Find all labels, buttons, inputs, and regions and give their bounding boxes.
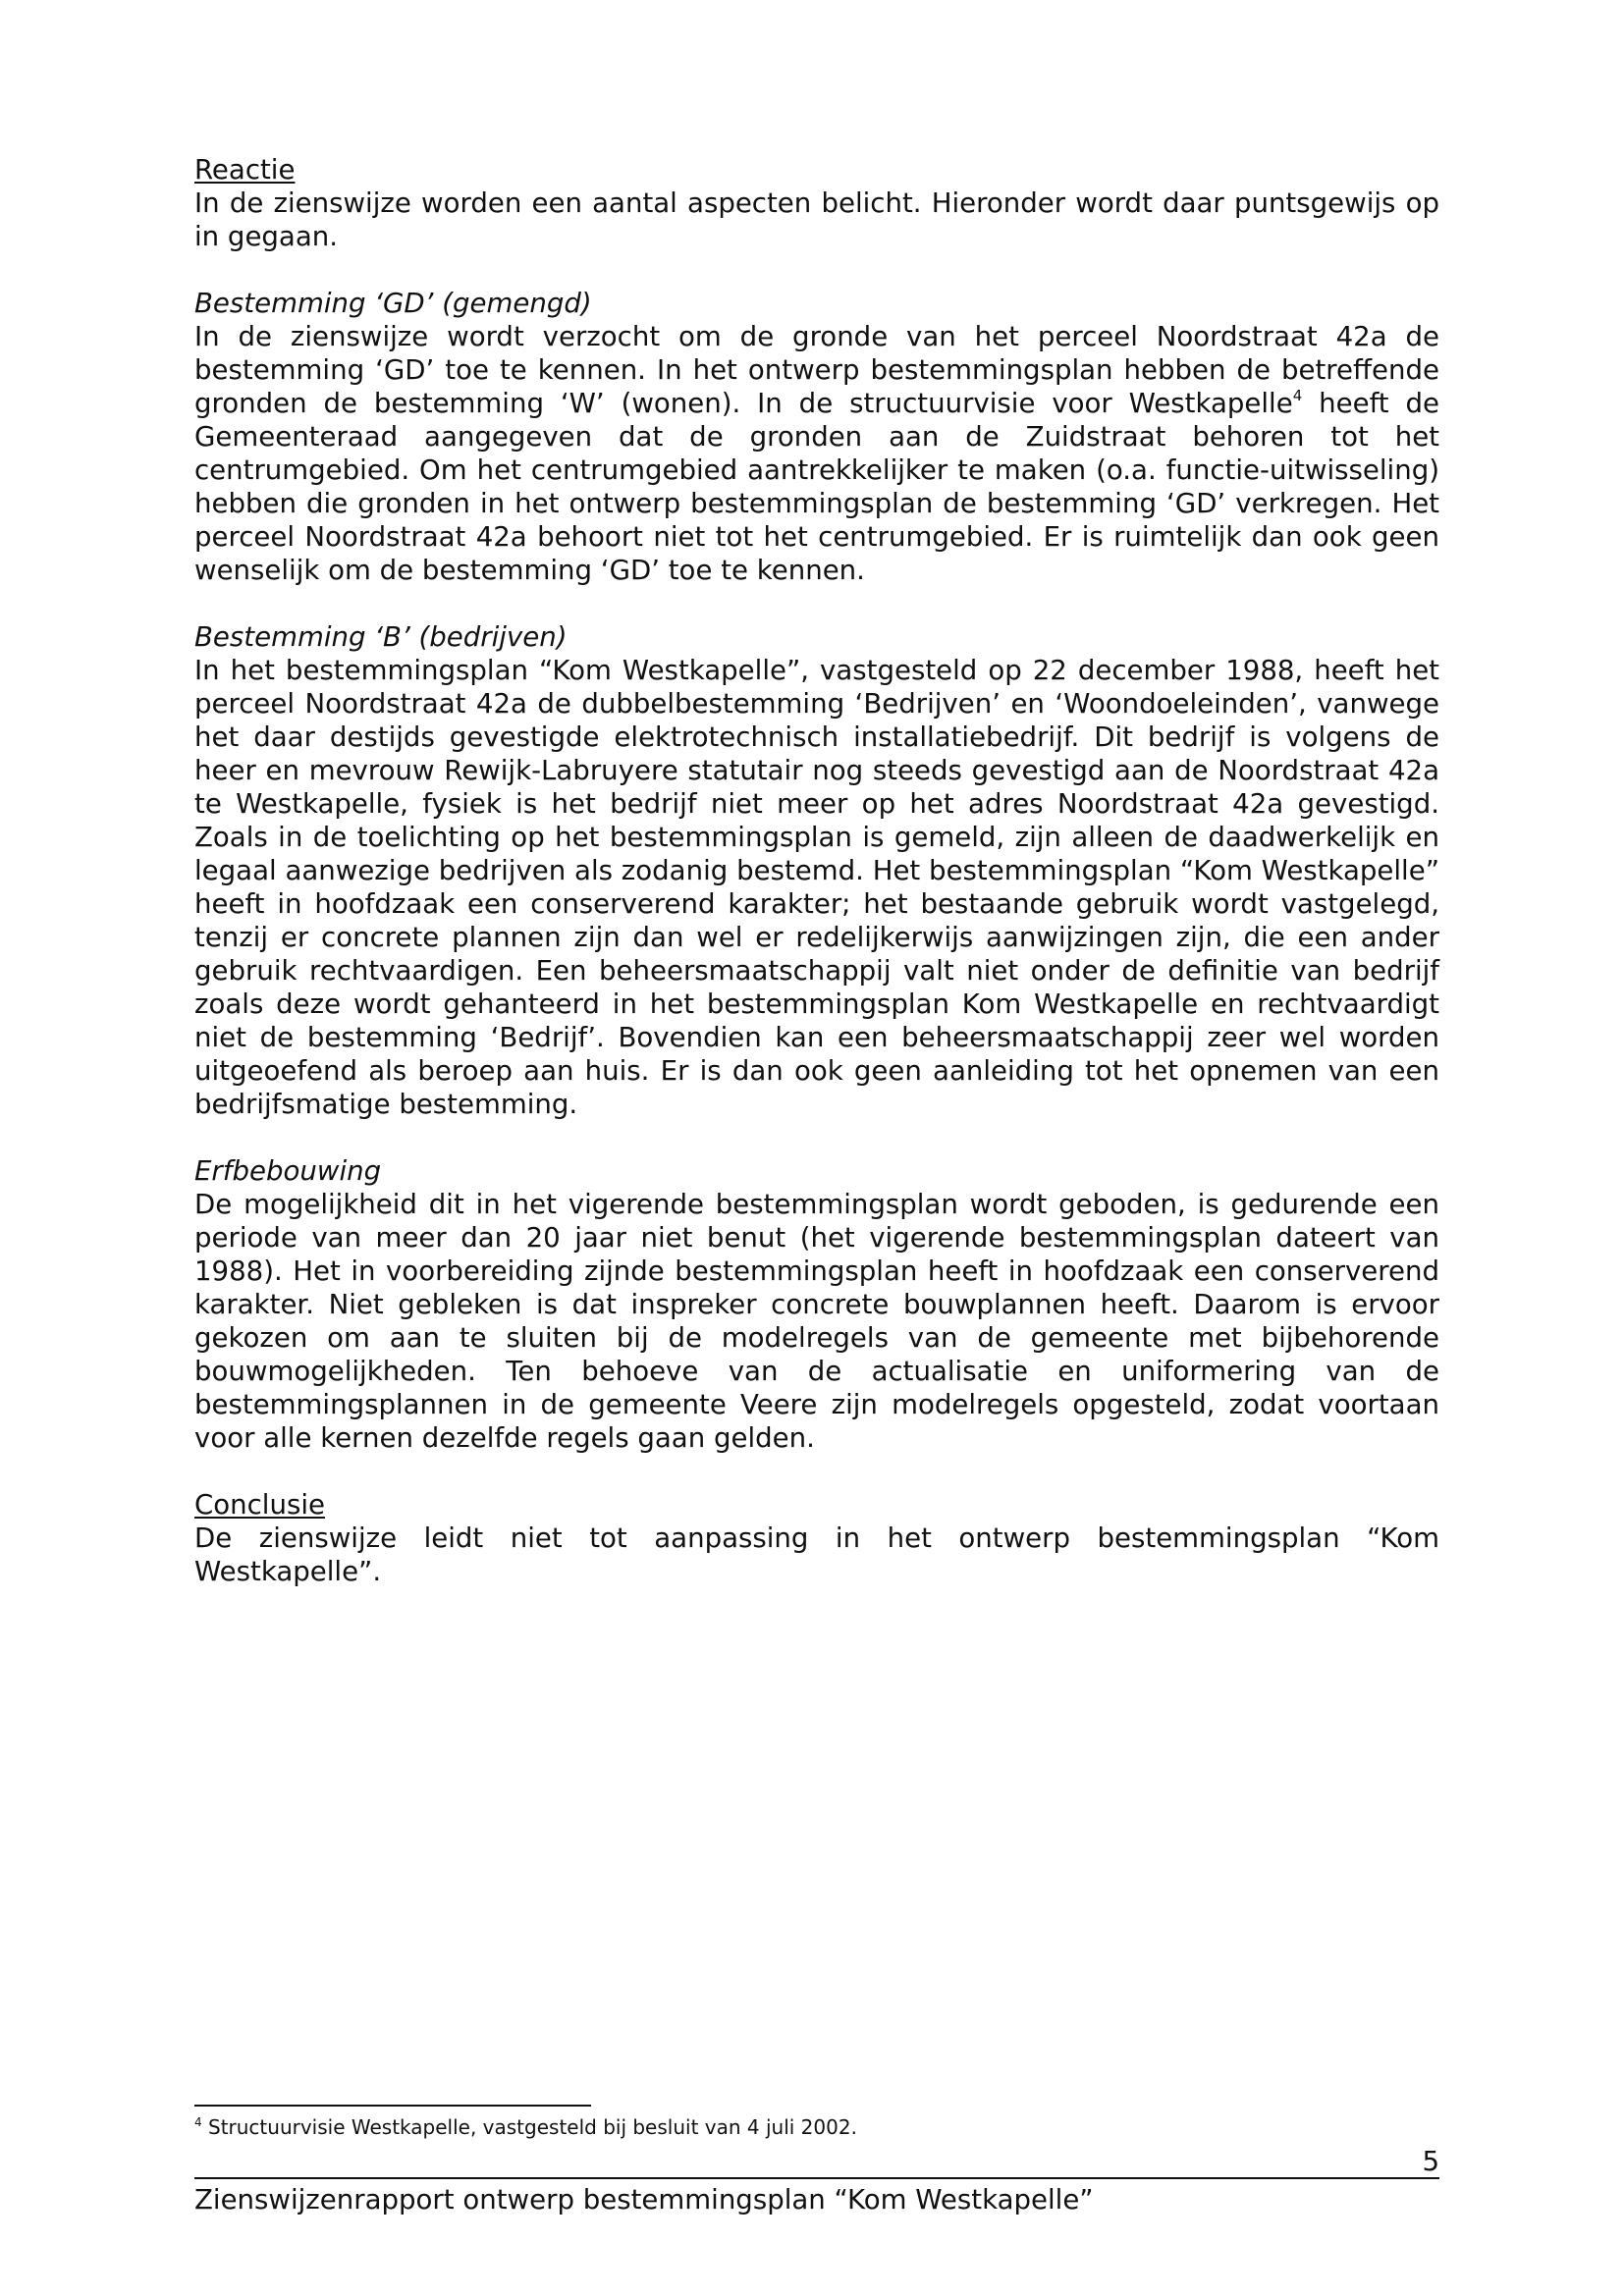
section-conclusie: [194, 1488, 1439, 1588]
footnote-text: Structuurvisie Westkapelle, vastgesteld bij besluit van 4 juli 2002.: [201, 2115, 857, 2139]
footer-separator: [194, 2177, 1439, 2179]
footer-title: Zienswijzenrapport ontwerp bestemmingsplan “Kom Westkapelle”: [194, 2183, 1094, 2216]
footnote-reference: 4: [1292, 387, 1303, 404]
heading-reactie: Reactie: [194, 153, 296, 186]
section-bestemming-b: [194, 620, 1439, 1121]
footnote: [194, 2114, 1439, 2140]
heading-conclusie: Conclusie: [194, 1488, 325, 1521]
footnote-marker: 4: [194, 2115, 202, 2129]
paragraph-bestemming-b: In het bestemmingsplan “Kom Westkapelle”, vastgesteld op 22 december 1988, heeft het perceel Noordstraat 42a de dubbelbestemming ‘Bedrijven’ en ‘Woondoeleinden’, vanwege het daar destijds gevestigde elektrotechnisch installatiebedrijf. Dit bedrijf is volgens de heer en mevrouw Rewijk-Labruyere statutair nog steeds gevestigd aan de Noordstraat 42a te Westkapelle, fysiek is het bedrijf niet meer op het adres Noordstraat 42a gevestigd. Zoals in de toelichting op het bestemmingsplan is gemeld, zijn alleen de daadwerkelijk en legaal aanwezige bedrijven als zodanig bestemd. Het bestemmingsplan “Kom Westkapelle” heeft in hoofdzaak een conserverend karakter; het bestaande gebruik wordt vastgelegd, tenzij er concrete plannen zijn dan wel er redelijkerwijs aanwijzingen zijn, die een ander gebruik rechtvaardigen. Een beheersmaatschappij valt niet onder de definitie van bedrijf zoals deze wordt gehanteerd in het bestemmingsplan Kom Westkapelle en rechtvaardigt niet de bestemming ‘Bedrijf’. Bovendien kan een beheersmaatschappij zeer wel worden uitgeoefend als beroep aan huis. Er is dan ook geen aanleiding tot het opnemen van een bedrijfsmatige bestemming.: [194, 654, 1439, 1120]
footnote-separator: [194, 2105, 591, 2107]
heading-bestemming-gd: Bestemming ‘GD’ (gemengd): [194, 287, 592, 319]
section-reactie: [194, 153, 1439, 253]
section-bestemming-gd: [194, 287, 1439, 587]
section-erfbebouwing: [194, 1154, 1439, 1455]
paragraph-conclusie: De zienswijze leidt niet tot aanpassing in het ontwerp bestemmingsplan “Kom Westkapelle”.: [194, 1522, 1439, 1587]
paragraph-gd-part-1: In de zienswijze wordt verzocht om de gronde van het perceel Noordstraat 42a de bestemming ‘GD’ toe te kennen. In het ontwerp bestemmingsplan hebben de betreffende gronden de bestemming ‘W’ (wonen). In de structuurvisie voor Westkapelle: [194, 320, 1439, 419]
paragraph-reactie: In de zienswijze worden een aantal aspecten belicht. Hieronder wordt daar puntsgewijs op in gegaan.: [194, 187, 1439, 252]
paragraph-gd-part-2: heeft de Gemeenteraad aangegeven dat de gronden aan de Zuidstraat behoren tot het centrumgebied. Om het centrumgebied aantrekkelijker te maken (o.a. functie-uitwisseling) hebben die gronden in het ontwerp bestemmingsplan de bestemming ‘GD’ verkregen. Het perceel Noordstraat 42a behoort niet tot het centrumgebied. Er is ruimtelijk dan ook geen wenselijk om de bestemming ‘GD’ toe te kennen.: [194, 387, 1439, 586]
heading-erfbebouwing: Erfbebouwing: [194, 1154, 382, 1187]
paragraph-erfbebouwing: De mogelijkheid dit in het vigerende bestemmingsplan wordt geboden, is gedurende een periode van meer dan 20 jaar niet benut (het vigerende bestemmingsplan dateert van 1988). Het in voorbereiding zijnde bestemmingsplan heeft in hoofdzaak een conserverend karakter. Niet gebleken is dat inspreker concrete bouwplannen heeft. Daarom is ervoor gekozen om aan te sluiten bij de modelregels van de gemeente met bijbehorende bouwmogelijkheden. Ten behoeve van de actualisatie en uniformering van de bestemmingsplannen in de gemeente Veere zijn modelregels opgesteld, zodat voortaan voor alle kernen dezelfde regels gaan gelden.: [194, 1188, 1439, 1454]
main-content: [194, 153, 1439, 1622]
page-number: 5: [1422, 2145, 1439, 2177]
paragraph-bestemming-gd: [194, 320, 1439, 587]
heading-bestemming-b: Bestemming ‘B’ (bedrijven): [194, 620, 568, 653]
